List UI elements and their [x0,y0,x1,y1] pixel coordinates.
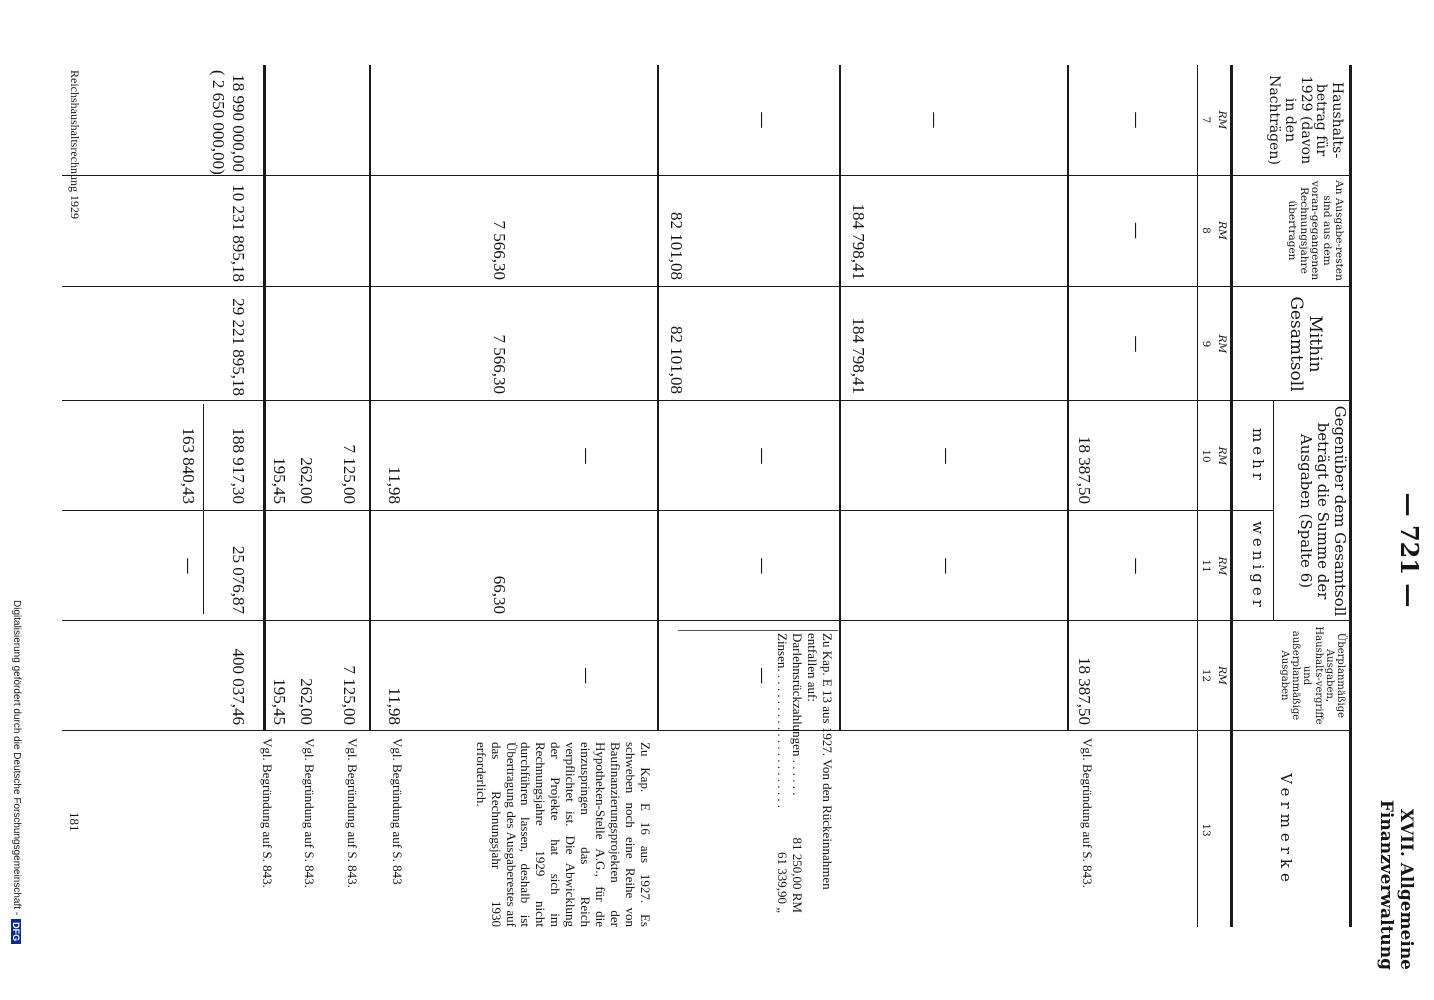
unit-rule [1197,65,1198,927]
row4-col9: 7 566,30 [490,334,509,394]
row1-col10: 18 387,50 [1075,436,1094,504]
col8-header: An Ausgabe-resten sind aus dem voran-gegangenen Rechnungsjahre übertragen [1286,180,1345,281]
total-col7-nachtrag: ( 2 650 000,00) [209,70,228,175]
footer-title: Reichshaushaltsrechnung 1929 [68,70,82,219]
row1-col8: — [1126,222,1146,239]
row-rule-2 [839,65,841,730]
row3-col12: — [752,667,772,684]
row4-col8: 7 566,30 [490,220,509,280]
col-divider-11-12 [62,620,1352,621]
col12-header: Überplanmäßige Ausgaben, Haushalts-vergriffe und außerplanmäßige Ausgaben [1279,626,1346,725]
row-rule-3 [657,65,659,730]
row8-col12: 195,45 [270,678,289,725]
note-e13 [774,633,834,913]
row6-col10: 7 125,00 [340,444,359,504]
row5-col10: 11,98 [385,466,404,504]
header-bottom-rule [1230,65,1233,927]
col7-number: 7 [1200,116,1212,124]
row5-col12: 11,98 [385,687,404,725]
total-col10-net: 163 840,43 [179,427,198,504]
row7-col10: 262,00 [297,457,316,504]
col8-unit: RM [1216,221,1228,240]
col7-unit: RM [1216,110,1228,130]
row-rule-1 [1067,65,1069,730]
col11-unit: RM [1216,556,1228,576]
row6-remark: Vgl. Begründung auf S. 843. [345,738,360,888]
row1-col7: — [1126,111,1146,129]
row3-col11: — [752,557,772,575]
note-e13-line1-value: 81 250,00 RM [790,837,806,913]
section-title: XVII. Allgemeine Finanzverwaltung [1376,799,1416,970]
total-col11-net: — [178,557,198,575]
row2-col10: — [936,447,956,465]
note-e13-intro: Zu Kap. E 13 aus 1927. Von den Rückeinnahmen entfallen auf: [805,633,835,890]
subtotal-rule [203,404,204,614]
col12-unit: RM [1216,666,1228,685]
row5-remark: Vgl. Begründung auf S. 843 [390,738,405,885]
total-col9: 29 221 895,18 [229,298,248,396]
col10-number: 10 [1200,449,1212,463]
col8-number: 8 [1200,227,1212,234]
row2-col9: 184 798,41 [849,317,868,394]
col13-number: 13 [1200,823,1212,837]
col9-unit: RM [1216,334,1228,354]
row7-remark: Vgl. Begründung auf S. 843. [302,738,317,888]
row2-col11: — [936,557,956,575]
col9-header: Mithin Gesamtsoll [1285,296,1325,392]
total-col11-sub: 25 076,87 [229,546,248,614]
col13-header: Vermerke [1277,773,1295,887]
footer-page-number: 181 [67,812,82,832]
col11-header: weniger [1249,521,1267,611]
total-col10-sub: 188 917,30 [229,427,248,504]
row2-col8: 184 798,41 [849,203,868,280]
page-number: — 721 — [1395,492,1424,608]
mehr-weniger-rule [1273,400,1274,620]
total-col8: 10 231 895,18 [229,184,248,282]
row1-col12: 18 387,50 [1075,657,1094,725]
row4-col7: — [924,111,944,129]
table-top-rule [1349,65,1352,927]
digitization-note-text: Digitalisierung gefördert durch die Deutsche Forschungsgemeinschaft - [11,600,22,916]
col7-header: Haushalts-betrag für 1929 (davon in den Nachträgen) [1266,75,1345,165]
col-divider-10-11 [62,510,1274,511]
col9-number: 9 [1200,340,1212,348]
row4-col12: — [576,667,596,684]
row3-col10: — [752,447,772,465]
row4-col10: — [576,447,596,465]
row6-col12: 7 125,00 [340,665,359,725]
row1-col11: — [1126,557,1146,575]
row4-col11: 66,30 [490,575,509,614]
row3-col9: 82 101,08 [667,326,686,394]
row1-remark: Vgl. Begründung auf S. 843. [1080,738,1095,888]
dfg-logo: DFG [12,919,22,944]
col11-number: 11 [1200,559,1212,573]
row3-col8: 82 101,08 [667,212,686,280]
col-divider-12-13 [62,730,1352,731]
total-col7: 18 990 000,00 [229,74,248,172]
note-e16: Zu Kap. E 16 aus 1927. Es schweben noch eine Reihe von Baufinanzierungsprojekten der Hypotheken-Stelle A.G., für die einzuspringen das Reich verpflichtet ist. Die Abwicklung der Projekte hat sich im Rechnungsjahre 1929 nicht durchführen lassen, deshalb ist Übertragung des Ausgaberestes auf das Rechnungsjahr 1930 erforderlich. [473,742,653,927]
note-e13-line2-value: 61 339,90 „ [775,851,791,913]
col10-unit: RM [1216,446,1228,466]
total-col12: 400 037,46 [229,648,248,725]
row1-col9: — [1126,335,1146,353]
note-e13-line2-label: Zinsen. . . . . . . . . . . . . . . . . . . . . . [775,633,791,809]
col-divider-7-8 [62,175,1352,176]
col12-number: 12 [1200,668,1212,683]
row-rule-4 [369,65,371,730]
digitization-note [11,600,22,998]
note-e13-line2 [774,633,789,913]
total-row-rule [263,65,266,730]
row8-col10: 195,45 [270,457,289,504]
col10-header: mehr [1249,428,1267,484]
col-divider-9-10 [62,400,1352,401]
col-divider-8-9 [62,286,1352,287]
row7-col12: 262,00 [297,678,316,725]
row8-remark: Vgl. Begründung auf S. 843. [260,738,275,888]
row3-col7: — [752,111,772,129]
col10-11-header: Gegenüber dem Gesamtsoll beträgt die Summe der Ausgaben (Spalte 6) [1297,405,1349,617]
note-e13-line1-label: Darlehnsrückzahlungen . . . . . . [790,633,806,796]
note-e13-line1 [789,633,804,913]
